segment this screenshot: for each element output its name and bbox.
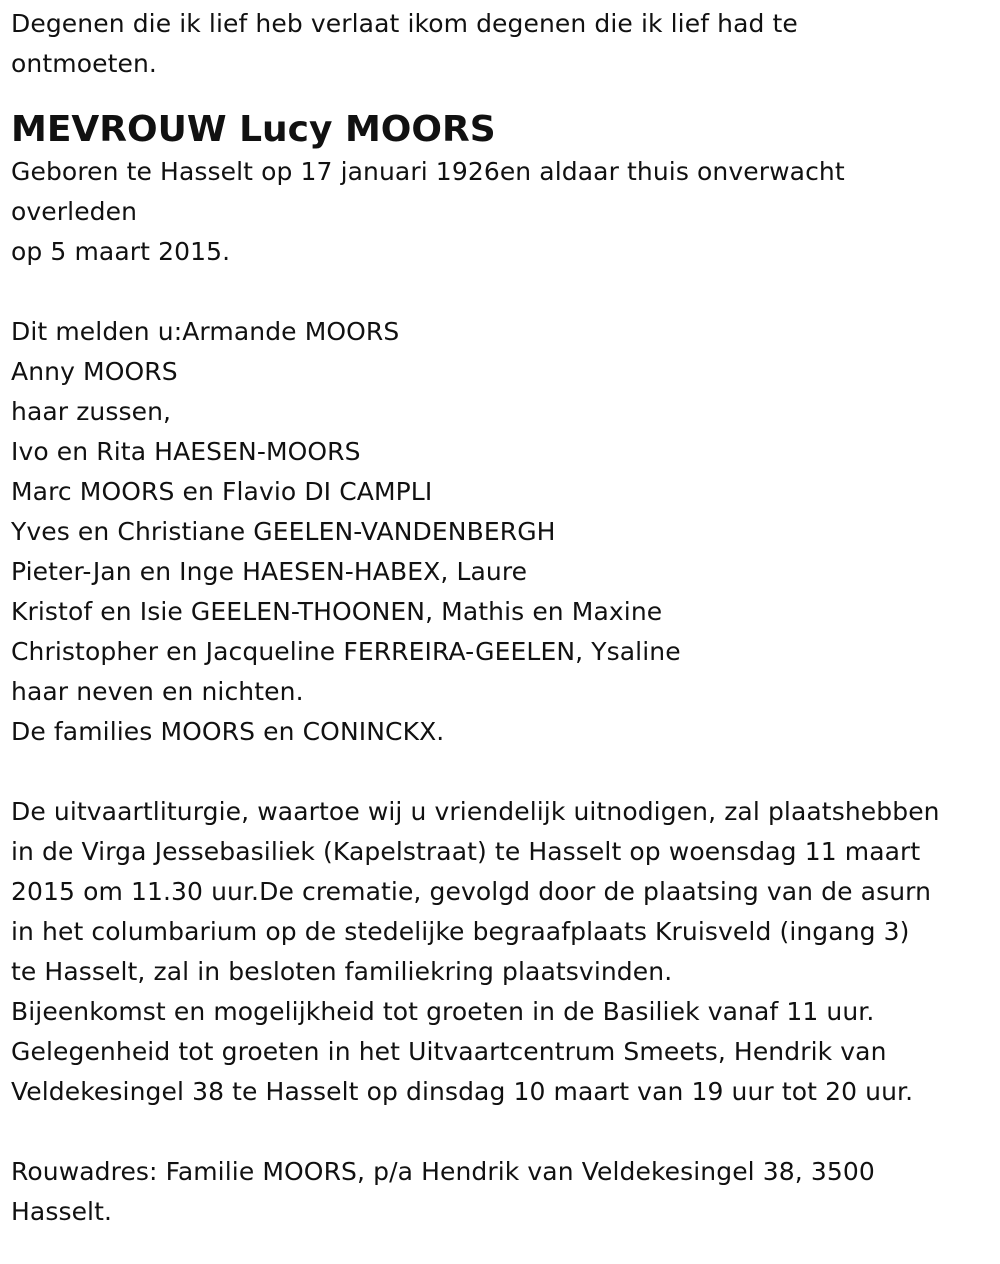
paragraph-gap	[11, 1112, 996, 1152]
address-line: Rouwadres: Familie MOORS, p/a Hendrik van Veldekesingel 38, 3500	[11, 1157, 875, 1186]
family-line: Christopher en Jacqueline FERREIRA-GEELEN, Ysaline	[11, 637, 681, 666]
ceremony-line: in het columbarium op de stedelijke begraafplaats Kruisveld (ingang 3)	[11, 917, 910, 946]
family-line: Pieter-Jan en Inge HAESEN-HABEX, Laure	[11, 557, 528, 586]
family-list	[11, 312, 996, 752]
family-line: Ivo en Rita HAESEN-MOORS	[11, 437, 361, 466]
family-line: Anny MOORS	[11, 357, 178, 386]
family-line: Dit melden u:Armande MOORS	[11, 317, 400, 346]
ceremony-info	[11, 792, 996, 1112]
intro-line: ontmoeten.	[11, 49, 157, 78]
ceremony-line: in de Virga Jessebasiliek (Kapelstraat) te Hasselt op woensdag 11 maart	[11, 837, 921, 866]
birth-line: op 5 maart 2015.	[11, 237, 231, 266]
birth-line: overleden	[11, 197, 138, 226]
birth-death-info	[11, 152, 996, 272]
ceremony-line: te Hasselt, zal in besloten familiekring plaatsvinden.	[11, 957, 673, 986]
intro-line: Degenen die ik lief heb verlaat ikom degenen die ik lief had te	[11, 9, 798, 38]
paragraph-gap	[11, 272, 996, 312]
family-line: Yves en Christiane GEELEN-VANDENBERGH	[11, 517, 556, 546]
mourning-address	[11, 1152, 996, 1232]
ceremony-line: De uitvaartliturgie, waartoe wij u vriendelijk uitnodigen, zal plaatshebben	[11, 797, 940, 826]
deceased-name-title: MEVROUW Lucy MOORS	[11, 109, 496, 150]
birth-line: Geboren te Hasselt op 17 januari 1926en aldaar thuis onverwacht	[11, 157, 845, 186]
ceremony-line: Bijeenkomst en mogelijkheid tot groeten in de Basiliek vanaf 11 uur.	[11, 997, 875, 1026]
ceremony-line: 2015 om 11.30 uur.De crematie, gevolgd door de plaatsing van de asurn	[11, 877, 932, 906]
family-line: De families MOORS en CONINCKX.	[11, 717, 445, 746]
address-line: Hasselt.	[11, 1197, 113, 1226]
paragraph-gap	[11, 752, 996, 792]
ceremony-line: Gelegenheid tot groeten in het Uitvaartcentrum Smeets, Hendrik van	[11, 1037, 887, 1066]
ceremony-line: Veldekesingel 38 te Hasselt op dinsdag 10 maart van 19 uur tot 20 uur.	[11, 1077, 914, 1106]
family-line: haar neven en nichten.	[11, 677, 304, 706]
intro-quote	[11, 4, 996, 84]
family-line: Marc MOORS en Flavio DI CAMPLI	[11, 477, 433, 506]
family-line: haar zussen,	[11, 397, 172, 426]
family-line: Kristof en Isie GEELEN-THOONEN, Mathis en Maxine	[11, 597, 663, 626]
obituary-document	[11, 4, 996, 1232]
